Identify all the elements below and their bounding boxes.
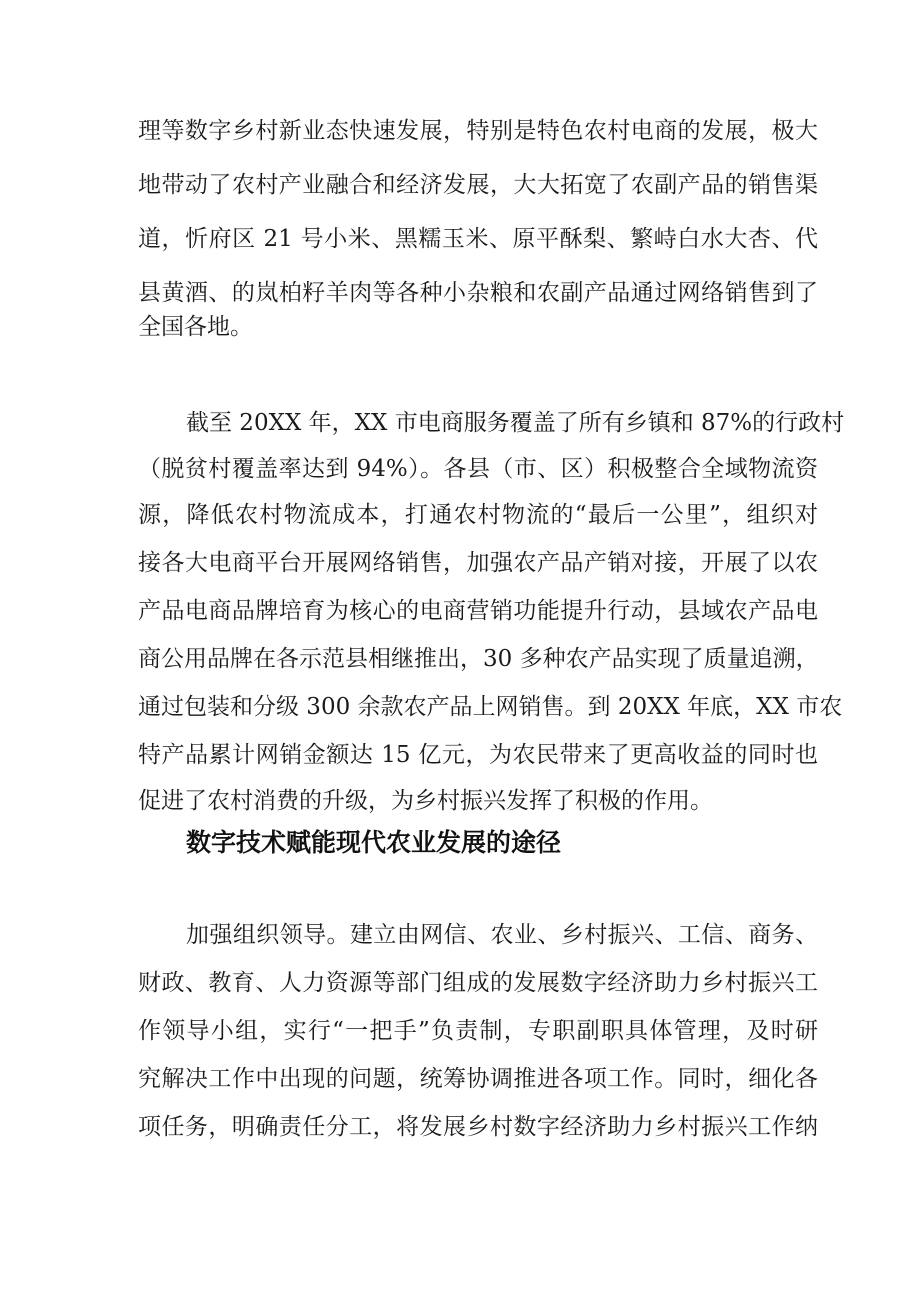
paragraph-line: 地带动了农村产业融合和经济发展，大大拓宽了农副产品的销售渠 <box>138 172 818 198</box>
paragraph-line: 全国各地。 <box>138 314 253 340</box>
paragraph-line: 截至 20XX 年，XX 市电商服务覆盖了所有乡镇和 87%的行政村 <box>186 410 845 436</box>
paragraph-line: 促进了农村消费的升级，为乡村振兴发挥了积极的作用。 <box>138 788 713 814</box>
paragraph-line: 特产品累计网销金额达 15 亿元，为农民带来了更高收益的同时也 <box>138 742 818 768</box>
paragraph-line: 接各大电商平台开展网络销售，加强农产品产销对接，开展了以农 <box>138 550 818 576</box>
paragraph-line: 作领导小组，实行“一把手”负责制，专职副职具体管理，及时研 <box>138 1018 818 1044</box>
paragraph-line: 道，忻府区 21 号小米、黑糯玉米、原平酥梨、繁峙白水大杏、代 <box>138 226 818 252</box>
paragraph-line: 财政、教育、人力资源等部门组成的发展数字经济助力乡村振兴工 <box>138 970 818 996</box>
section-heading: 数字技术赋能现代农业发展的途径 <box>186 828 562 857</box>
paragraph-line: 加强组织领导。建立由网信、农业、乡村振兴、工信、商务、 <box>186 922 818 948</box>
paragraph-line: 源，降低农村物流成本，打通农村物流的“最后一公里”，组织对 <box>138 502 818 528</box>
paragraph-line: 究解决工作中出现的问题，统筹协调推进各项工作。同时，细化各 <box>138 1066 818 1092</box>
paragraph-line: 县黄酒、的岚柏籽羊肉等各种小杂粮和农副产品通过网络销售到了 <box>138 280 818 306</box>
paragraph-line: 项任务，明确责任分工，将发展乡村数字经济助力乡村振兴工作纳 <box>138 1114 818 1140</box>
paragraph-line: 商公用品牌在各示范县相继推出，30 多种农产品实现了质量追溯， <box>138 646 819 672</box>
paragraph-line: 理等数字乡村新业态快速发展，特别是特色农村电商的发展，极大 <box>138 118 818 144</box>
paragraph-line: 产品电商品牌培育为核心的电商营销功能提升行动，县域农产品电 <box>138 598 818 624</box>
paragraph-line: 通过包装和分级 300 余款农产品上网销售。到 20XX 年底，XX 市农 <box>138 694 843 720</box>
paragraph-line: （脱贫村覆盖率达到 94%）。各县（市、区）积极整合全域物流资 <box>138 456 818 482</box>
